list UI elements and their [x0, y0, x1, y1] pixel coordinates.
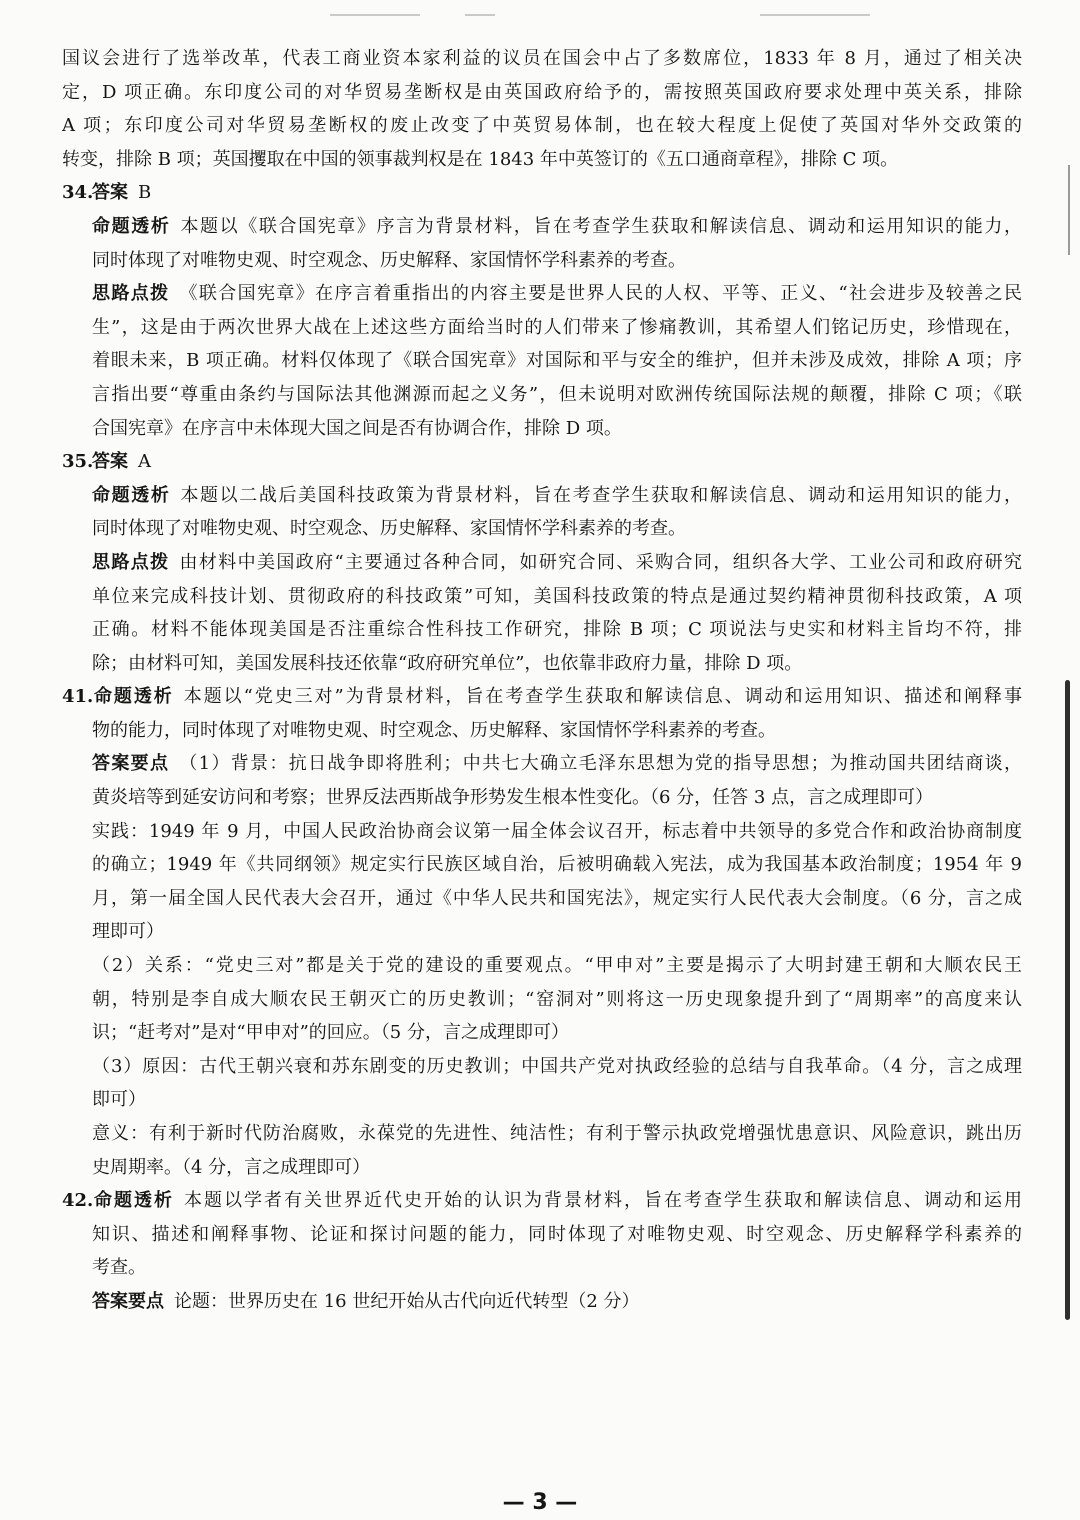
text-line	[62, 512, 1022, 546]
text-line	[62, 680, 1022, 714]
text-line	[62, 1251, 1022, 1285]
line-text: 知识、描述和阐释事物、论证和探讨问题的能力，同时体现了对唯物史观、时空观念、历史解释学科素养的	[92, 1223, 1022, 1245]
line-text: 同时体现了对唯物史观、时空观念、历史解释、家国情怀学科素养的考查。	[92, 518, 686, 540]
line-text: 本题以二战后美国科技政策为背景材料，旨在考查学生获取和解读信息、调动和运用知识的能力，	[180, 484, 1022, 506]
text-line	[62, 1117, 1022, 1151]
line-text: 识；“赶考对”是对“甲申对”的回应。（5 分，言之成理即可）	[92, 1022, 569, 1044]
line-text: 的确立；1949 年《共同纲领》规定实行民族区域自治，后被明确载入宪法，成为我国基本政治制度；1954 年 9	[92, 854, 1022, 876]
text-line	[62, 848, 1022, 882]
line-text: 言指出要“尊重由条约与国际法其他渊源而起之义务”，但未说明对欧洲传统国际法规的颠覆，排除 C 项；《联	[92, 383, 1022, 405]
line-text: 定，D 项正确。东印度公司的对华贸易垄断权是由英国政府给予的，需按照英国政府要求处理中英关系，排除	[62, 81, 1022, 103]
line-text: 着眼未来，B 项正确。材料仅体现了《联合国宪章》对国际和平与安全的维护，但并未涉及成效，排除 A 项；序	[92, 350, 1022, 372]
line-text: 国议会进行了选举改革，代表工商业资本家利益的议员在国会中占了多数席位，1833 年 8 月，通过了相关决	[62, 48, 1022, 69]
answer-text-body	[62, 42, 1022, 1319]
text-line	[62, 42, 1022, 76]
line-text: 黄炎培等到延安访问和考察；世界反法西斯战争形势发生根本性变化。（6 分，任答 3 点，言之成理即可）	[92, 787, 934, 809]
line-text: （1）背景：抗日战争即将胜利；中共七大确立毛泽东思想为党的指导思想；为推动国共团结商谈，	[179, 753, 1022, 775]
section-heading: 答案	[92, 451, 128, 473]
text-line	[62, 1151, 1022, 1185]
question-number: 35.	[62, 451, 94, 473]
line-text: 同时体现了对唯物史观、时空观念、历史解释、家国情怀学科素养的考查。	[92, 249, 686, 271]
text-line	[62, 344, 1022, 378]
text-line	[62, 445, 1022, 479]
line-text: 本题以“党史三对”为背景材料，旨在考查学生获取和解读信息、调动和运用知识、描述和阐释事	[183, 686, 1022, 708]
scrollbar-thumb[interactable]	[1065, 680, 1070, 1320]
line-text: 转变，排除 B 项；英国攫取在中国的领事裁判权是在 1843 年中英签订的《五口通商章程》，排除 C 项。	[62, 148, 899, 170]
text-line	[62, 412, 1022, 446]
text-line	[62, 647, 1022, 681]
line-text: 合国宪章》在序言中未体现大国之间是否有协调合作，排除 D 项。	[92, 417, 622, 439]
section-heading: 答案	[92, 182, 128, 204]
line-text: 正确。材料不能体现美国是否注重综合性科技工作研究，排除 B 项；C 项说法与史实和材料主旨均不符，排	[92, 619, 1022, 641]
text-line	[62, 378, 1022, 412]
line-text: 生”，这是由于两次世界大战在上述这些方面给当时的人们带来了惨痛教训，其希望人们铭记历史，珍惜现在，	[92, 316, 1022, 338]
page-edge-mark	[1068, 165, 1070, 255]
line-text: 意义：有利于新时代防治腐败，永葆党的先进性、纯洁性；有利于警示执政党增强忧患意识、风险意识，跳出历	[92, 1123, 1022, 1144]
text-line	[62, 714, 1022, 748]
text-line	[62, 546, 1022, 580]
line-text: （2）关系：“党史三对”都是关于党的建设的重要观点。“甲申对”主要是揭示了大明封建王朝和大顺农民王	[92, 955, 1022, 977]
page-number: — 3 —	[502, 1490, 578, 1515]
line-text: 论题：世界历史在 16 世纪开始从古代向近代转型（2 分）	[174, 1290, 640, 1312]
text-line	[62, 210, 1022, 244]
text-line	[62, 479, 1022, 513]
text-line	[62, 580, 1022, 614]
line-text: 即可）	[92, 1089, 146, 1111]
section-heading: 命题透析	[92, 1190, 174, 1212]
text-line	[62, 882, 1022, 916]
section-heading: 思路点拨	[92, 283, 170, 305]
text-line	[62, 109, 1022, 143]
line-text: 考查。	[92, 1257, 146, 1279]
line-text: B	[138, 182, 152, 204]
text-line	[62, 176, 1022, 210]
text-line	[62, 781, 1022, 815]
line-text: 朝，特别是李自成大顺农民王朝灭亡的历史教训；“窑洞对”则将这一历史现象提升到了“周期率”的高度来认	[92, 988, 1022, 1010]
question-number: 42.	[62, 1190, 94, 1212]
question-number: 41.	[62, 686, 94, 708]
text-line	[62, 277, 1022, 311]
text-line	[62, 983, 1022, 1017]
text-line	[62, 747, 1022, 781]
section-heading: 命题透析	[92, 484, 171, 506]
text-line	[62, 1050, 1022, 1084]
text-line	[62, 244, 1022, 278]
section-heading: 答案要点	[92, 753, 170, 775]
section-heading: 命题透析	[92, 686, 174, 708]
line-text: A 项；东印度公司对华贸易垄断权的废止改变了中英贸易体制，也在较大程度上促使了英国对华外交政策的	[62, 115, 1022, 137]
line-text: 单位来完成科技计划、贯彻政府的科技政策”可知，美国科技政策的特点是通过契约精神贯彻科技政策，A 项	[92, 585, 1022, 607]
section-heading: 答案要点	[92, 1290, 164, 1312]
text-line	[62, 1184, 1022, 1218]
line-text: 本题以《联合国宪章》序言为背景材料，旨在考查学生获取和解读信息、调动和运用知识的能力，	[180, 215, 1022, 237]
line-text: 理即可）	[92, 921, 164, 943]
scan-top-marks	[0, 6, 1080, 26]
line-text: 《联合国宪章》在序言着重指出的内容主要是世界人民的人权、平等、正义、“社会进步及较善之民	[179, 283, 1022, 305]
text-line	[62, 1218, 1022, 1252]
line-text: 由材料中美国政府“主要通过各种合同，如研究合同、采购合同，组织各大学、工业公司和政府研究	[179, 551, 1022, 573]
line-text: 月，第一届全国人民代表大会召开，通过《中华人民共和国宪法》，规定实行人民代表大会制度。（6 分，言之成	[92, 887, 1022, 909]
line-text: 史周期率。（4 分，言之成理即可）	[92, 1156, 371, 1178]
line-text: 本题以学者有关世界近代史开始的认识为背景材料，旨在考查学生获取和解读信息、调动和运用	[184, 1190, 1022, 1212]
text-line	[62, 613, 1022, 647]
text-line	[62, 949, 1022, 983]
line-text: 物的能力，同时体现了对唯物史观、时空观念、历史解释、家国情怀学科素养的考查。	[92, 719, 776, 741]
text-line	[62, 143, 1022, 177]
question-number: 34.	[62, 182, 94, 204]
text-line	[62, 1016, 1022, 1050]
line-text: 实践：1949 年 9 月，中国人民政治协商会议第一届全体会议召开，标志着中共领导的多党合作和政治协商制度	[92, 820, 1022, 842]
line-text: （3）原因：古代王朝兴衰和苏东剧变的历史教训；中国共产党对执政经验的总结与自我革命。（4 分，言之成理	[92, 1055, 1022, 1077]
section-heading: 命题透析	[92, 215, 171, 237]
line-text: 除；由材料可知，美国发展科技还依靠“政府研究单位”，也依靠非政府力量，排除 D 项。	[92, 652, 803, 674]
text-line	[62, 1083, 1022, 1117]
text-line	[62, 311, 1022, 345]
line-text: A	[138, 451, 151, 473]
text-line	[62, 815, 1022, 849]
section-heading: 思路点拨	[92, 551, 170, 573]
text-line	[62, 76, 1022, 110]
text-line	[62, 1285, 1022, 1319]
text-line	[62, 915, 1022, 949]
